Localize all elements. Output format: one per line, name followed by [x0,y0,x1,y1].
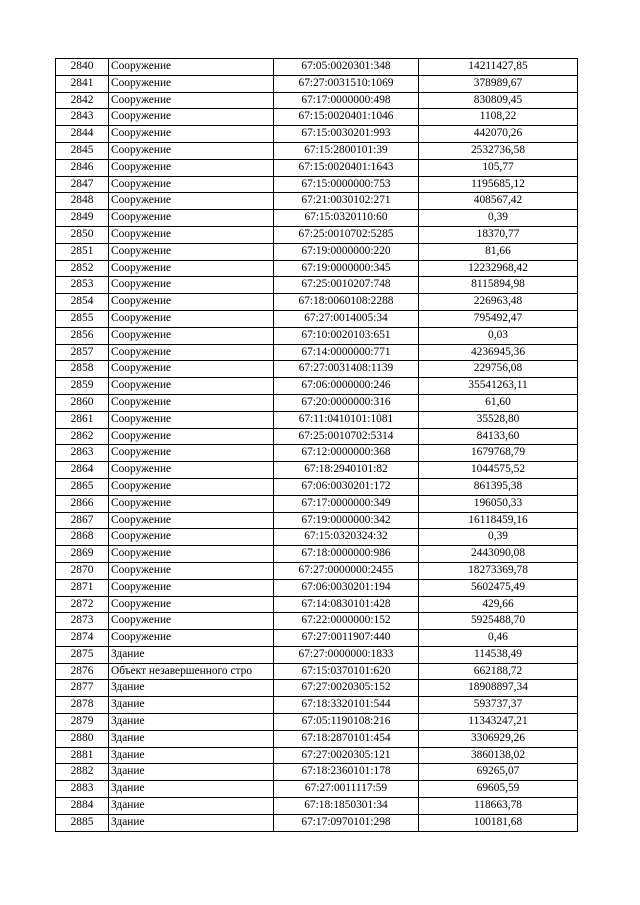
object-type-cell: Сооружение [109,344,274,361]
cadastral-number-cell: 67:25:0010207:748 [274,277,419,294]
cadastral-value-cell: 662188,72 [419,663,578,680]
cadastral-number-cell: 67:25:0010702:5285 [274,226,419,243]
cadastral-number-cell: 67:06:0000000:246 [274,378,419,395]
cadastral-value-cell: 593737,37 [419,697,578,714]
cadastral-number-cell: 67:15:0320110:60 [274,210,419,227]
object-type-cell: Сооружение [109,327,274,344]
object-type-cell: Сооружение [109,428,274,445]
cadastral-value-cell: 861395,38 [419,478,578,495]
cadastral-value-cell: 0,46 [419,630,578,647]
table-row [56,579,578,596]
table-row [56,646,578,663]
row-number-cell: 2882 [56,764,109,781]
row-number-cell: 2875 [56,646,109,663]
object-type-cell: Сооружение [109,92,274,109]
table-row [56,344,578,361]
object-type-cell: Сооружение [109,59,274,76]
object-type-cell: Здание [109,697,274,714]
table-row [56,462,578,479]
table-row [56,327,578,344]
row-number-cell: 2841 [56,75,109,92]
table-row [56,176,578,193]
table-row [56,428,578,445]
cadastral-number-cell: 67:17:0000000:349 [274,495,419,512]
cadastral-number-cell: 67:22:0000000:152 [274,613,419,630]
cadastral-number-cell: 67:27:0031408:1139 [274,361,419,378]
row-number-cell: 2872 [56,596,109,613]
object-type-cell: Сооружение [109,546,274,563]
cadastral-value-cell: 408567,42 [419,193,578,210]
table-row [56,529,578,546]
cadastral-number-cell: 67:27:0020305:121 [274,747,419,764]
cadastral-number-cell: 67:21:0030102:271 [274,193,419,210]
cadastral-number-cell: 67:14:0830101:428 [274,596,419,613]
table-row [56,226,578,243]
table-row [56,730,578,747]
row-number-cell: 2865 [56,478,109,495]
object-type-cell: Сооружение [109,495,274,512]
cadastral-value-cell: 8115894,98 [419,277,578,294]
object-type-cell: Сооружение [109,294,274,311]
table-row [56,92,578,109]
table-row [56,798,578,815]
row-number-cell: 2858 [56,361,109,378]
row-number-cell: 2874 [56,630,109,647]
row-number-cell: 2883 [56,781,109,798]
cadastral-value-cell: 1108,22 [419,109,578,126]
object-type-cell: Сооружение [109,411,274,428]
cadastral-number-cell: 67:20:0000000:316 [274,394,419,411]
object-type-cell: Сооружение [109,562,274,579]
row-number-cell: 2854 [56,294,109,311]
row-number-cell: 2871 [56,579,109,596]
table-row [56,747,578,764]
object-type-cell: Сооружение [109,142,274,159]
table-row [56,411,578,428]
object-type-cell: Здание [109,646,274,663]
table-row [56,378,578,395]
table-row [56,478,578,495]
row-number-cell: 2857 [56,344,109,361]
table-row [56,546,578,563]
cadastral-value-cell: 81,66 [419,243,578,260]
table-row [56,277,578,294]
cadastral-number-cell: 67:15:0320324:32 [274,529,419,546]
cadastral-value-cell: 1044575,52 [419,462,578,479]
cadastral-number-cell: 67:11:0410101:1081 [274,411,419,428]
row-number-cell: 2884 [56,798,109,815]
object-type-cell: Объект незавершенного стро [109,663,274,680]
registry-table-body [56,59,578,832]
row-number-cell: 2864 [56,462,109,479]
cadastral-number-cell: 67:05:1190108:216 [274,714,419,731]
cadastral-value-cell: 105,77 [419,159,578,176]
cadastral-value-cell: 0,39 [419,210,578,227]
object-type-cell: Сооружение [109,159,274,176]
row-number-cell: 2842 [56,92,109,109]
cadastral-value-cell: 4236945,36 [419,344,578,361]
object-type-cell: Здание [109,680,274,697]
row-number-cell: 2885 [56,814,109,831]
object-type-cell: Сооружение [109,260,274,277]
table-row [56,294,578,311]
object-type-cell: Сооружение [109,394,274,411]
table-row [56,630,578,647]
row-number-cell: 2867 [56,512,109,529]
table-row [56,159,578,176]
object-type-cell: Здание [109,747,274,764]
cadastral-value-cell: 429,66 [419,596,578,613]
cadastral-number-cell: 67:15:0020401:1046 [274,109,419,126]
cadastral-number-cell: 67:27:0031510:1069 [274,75,419,92]
table-row [56,764,578,781]
cadastral-number-cell: 67:17:0000000:498 [274,92,419,109]
cadastral-value-cell: 18908897,34 [419,680,578,697]
table-row [56,193,578,210]
row-number-cell: 2845 [56,142,109,159]
cadastral-number-cell: 67:18:2870101:454 [274,730,419,747]
table-row [56,714,578,731]
object-type-cell: Сооружение [109,462,274,479]
table-row [56,126,578,143]
cadastral-number-cell: 67:18:0060108:2288 [274,294,419,311]
row-number-cell: 2863 [56,445,109,462]
object-type-cell: Сооружение [109,445,274,462]
cadastral-value-cell: 1679768,79 [419,445,578,462]
object-type-cell: Сооружение [109,75,274,92]
cadastral-value-cell: 229756,08 [419,361,578,378]
object-type-cell: Сооружение [109,529,274,546]
table-row [56,680,578,697]
object-type-cell: Здание [109,764,274,781]
object-type-cell: Сооружение [109,226,274,243]
cadastral-number-cell: 67:15:0000000:753 [274,176,419,193]
row-number-cell: 2859 [56,378,109,395]
row-number-cell: 2879 [56,714,109,731]
cadastral-value-cell: 69605,59 [419,781,578,798]
object-type-cell: Сооружение [109,310,274,327]
row-number-cell: 2880 [56,730,109,747]
table-row [56,361,578,378]
cadastral-number-cell: 67:12:0000000:368 [274,445,419,462]
cadastral-value-cell: 14211427,85 [419,59,578,76]
object-type-cell: Сооружение [109,596,274,613]
cadastral-number-cell: 67:15:2800101:39 [274,142,419,159]
row-number-cell: 2862 [56,428,109,445]
cadastral-value-cell: 3860138,02 [419,747,578,764]
row-number-cell: 2855 [56,310,109,327]
table-row [56,814,578,831]
cadastral-value-cell: 114538,49 [419,646,578,663]
cadastral-value-cell: 830809,45 [419,92,578,109]
cadastral-number-cell: 67:14:0000000:771 [274,344,419,361]
object-type-cell: Сооружение [109,630,274,647]
row-number-cell: 2878 [56,697,109,714]
object-type-cell: Здание [109,730,274,747]
table-row [56,445,578,462]
cadastral-value-cell: 18273369,78 [419,562,578,579]
cadastral-number-cell: 67:27:0000000:1833 [274,646,419,663]
cadastral-value-cell: 118663,78 [419,798,578,815]
cadastral-value-cell: 12232968,42 [419,260,578,277]
cadastral-value-cell: 84133,60 [419,428,578,445]
cadastral-number-cell: 67:18:2360101:178 [274,764,419,781]
cadastral-number-cell: 67:05:0020301:348 [274,59,419,76]
cadastral-value-cell: 1195685,12 [419,176,578,193]
object-type-cell: Сооружение [109,613,274,630]
table-row [56,59,578,76]
cadastral-number-cell: 67:27:0011117:59 [274,781,419,798]
object-type-cell: Сооружение [109,378,274,395]
row-number-cell: 2850 [56,226,109,243]
cadastral-value-cell: 3306929,26 [419,730,578,747]
row-number-cell: 2853 [56,277,109,294]
row-number-cell: 2869 [56,546,109,563]
row-number-cell: 2860 [56,394,109,411]
object-type-cell: Здание [109,714,274,731]
object-type-cell: Здание [109,781,274,798]
table-row [56,663,578,680]
table-row [56,781,578,798]
row-number-cell: 2844 [56,126,109,143]
cadastral-value-cell: 795492,47 [419,310,578,327]
cadastral-value-cell: 0,03 [419,327,578,344]
cadastral-number-cell: 67:27:0014005:34 [274,310,419,327]
cadastral-number-cell: 67:18:1850301:34 [274,798,419,815]
row-number-cell: 2847 [56,176,109,193]
cadastral-number-cell: 67:06:0030201:172 [274,478,419,495]
row-number-cell: 2877 [56,680,109,697]
cadastral-value-cell: 196050,33 [419,495,578,512]
object-type-cell: Сооружение [109,579,274,596]
row-number-cell: 2848 [56,193,109,210]
row-number-cell: 2852 [56,260,109,277]
cadastral-value-cell: 18370,77 [419,226,578,243]
row-number-cell: 2881 [56,747,109,764]
cadastral-value-cell: 35541263,11 [419,378,578,395]
cadastral-number-cell: 67:19:0000000:345 [274,260,419,277]
cadastral-value-cell: 5925488,70 [419,613,578,630]
object-type-cell: Сооружение [109,512,274,529]
cadastral-value-cell: 5602475,49 [419,579,578,596]
row-number-cell: 2868 [56,529,109,546]
table-row [56,310,578,327]
table-row [56,613,578,630]
table-row [56,562,578,579]
object-type-cell: Сооружение [109,193,274,210]
object-type-cell: Сооружение [109,126,274,143]
cadastral-value-cell: 69265,07 [419,764,578,781]
table-row [56,394,578,411]
cadastral-number-cell: 67:15:0030201:993 [274,126,419,143]
cadastral-number-cell: 67:19:0000000:220 [274,243,419,260]
row-number-cell: 2866 [56,495,109,512]
object-type-cell: Сооружение [109,243,274,260]
cadastral-value-cell: 2443090,08 [419,546,578,563]
cadastral-number-cell: 67:15:0370101:620 [274,663,419,680]
cadastral-value-cell: 0,39 [419,529,578,546]
table-row [56,596,578,613]
row-number-cell: 2861 [56,411,109,428]
table-row [56,495,578,512]
table-row [56,210,578,227]
cadastral-value-cell: 226963,48 [419,294,578,311]
row-number-cell: 2856 [56,327,109,344]
cadastral-value-cell: 35528,80 [419,411,578,428]
cadastral-number-cell: 67:27:0011907:440 [274,630,419,647]
cadastral-value-cell: 16118459,16 [419,512,578,529]
object-type-cell: Сооружение [109,478,274,495]
cadastral-value-cell: 378989,67 [419,75,578,92]
cadastral-number-cell: 67:27:0000000:2455 [274,562,419,579]
cadastral-number-cell: 67:10:0020103:651 [274,327,419,344]
cadastral-value-cell: 2532736,58 [419,142,578,159]
object-type-cell: Сооружение [109,176,274,193]
row-number-cell: 2849 [56,210,109,227]
object-type-cell: Сооружение [109,109,274,126]
row-number-cell: 2876 [56,663,109,680]
cadastral-number-cell: 67:18:2940101:82 [274,462,419,479]
cadastral-value-cell: 11343247,21 [419,714,578,731]
row-number-cell: 2840 [56,59,109,76]
table-row [56,243,578,260]
registry-table [55,58,578,832]
cadastral-number-cell: 67:25:0010702:5314 [274,428,419,445]
cadastral-number-cell: 67:06:0030201:194 [274,579,419,596]
object-type-cell: Сооружение [109,210,274,227]
row-number-cell: 2846 [56,159,109,176]
object-type-cell: Сооружение [109,361,274,378]
table-row [56,260,578,277]
cadastral-number-cell: 67:15:0020401:1643 [274,159,419,176]
cadastral-number-cell: 67:27:0020305:152 [274,680,419,697]
cadastral-number-cell: 67:18:0000000:986 [274,546,419,563]
table-row [56,142,578,159]
object-type-cell: Здание [109,814,274,831]
row-number-cell: 2851 [56,243,109,260]
cadastral-number-cell: 67:17:0970101:298 [274,814,419,831]
row-number-cell: 2843 [56,109,109,126]
row-number-cell: 2870 [56,562,109,579]
table-row [56,109,578,126]
object-type-cell: Здание [109,798,274,815]
cadastral-value-cell: 100181,68 [419,814,578,831]
row-number-cell: 2873 [56,613,109,630]
table-row [56,75,578,92]
table-row [56,697,578,714]
object-type-cell: Сооружение [109,277,274,294]
cadastral-value-cell: 61,60 [419,394,578,411]
table-row [56,512,578,529]
cadastral-value-cell: 442070,26 [419,126,578,143]
cadastral-number-cell: 67:19:0000000:342 [274,512,419,529]
cadastral-number-cell: 67:18:3320101:544 [274,697,419,714]
